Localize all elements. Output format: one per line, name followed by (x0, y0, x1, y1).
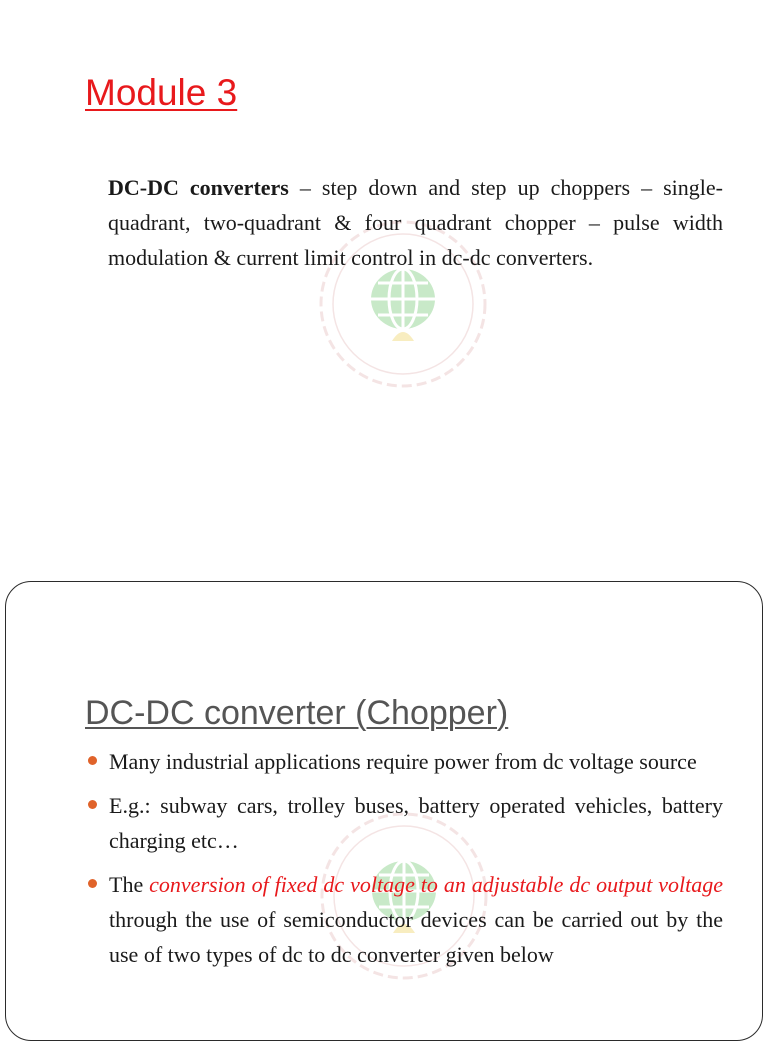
description-bold-lead: DC-DC converters (108, 175, 289, 200)
bullet-dot-icon (88, 879, 97, 888)
bullet-item (86, 788, 723, 858)
description-body: – step down and step up choppers – single-quadrant, two-quadrant & four quadrant chopper – pulse width modulation & current limit control in dc-dc converters. (108, 175, 723, 270)
slide-dc-dc-converter (5, 581, 763, 1041)
bullet-text: The (109, 872, 150, 897)
bullet-highlight: conversion of fixed dc voltage to an adjustable dc output voltage (149, 872, 724, 897)
module-description (108, 170, 723, 275)
bullet-item (86, 867, 723, 972)
bullet-dot-icon (88, 800, 97, 809)
slide-title: DC-DC converter (Chopper) (85, 694, 509, 732)
bullet-item (86, 744, 723, 779)
bullet-text: Many industrial applications require power from dc voltage source (109, 749, 697, 774)
bullet-dot-icon (88, 756, 97, 765)
bullet-text: through the use of semiconductor devices can be carried out by the use of two types of dc to dc converter given below (109, 907, 723, 967)
slide-title: Module 3 (85, 72, 238, 113)
bullet-text: E.g.: subway cars, trolley buses, battery operated vehicles, battery charging etc… (109, 793, 723, 853)
bullet-list (86, 744, 723, 981)
